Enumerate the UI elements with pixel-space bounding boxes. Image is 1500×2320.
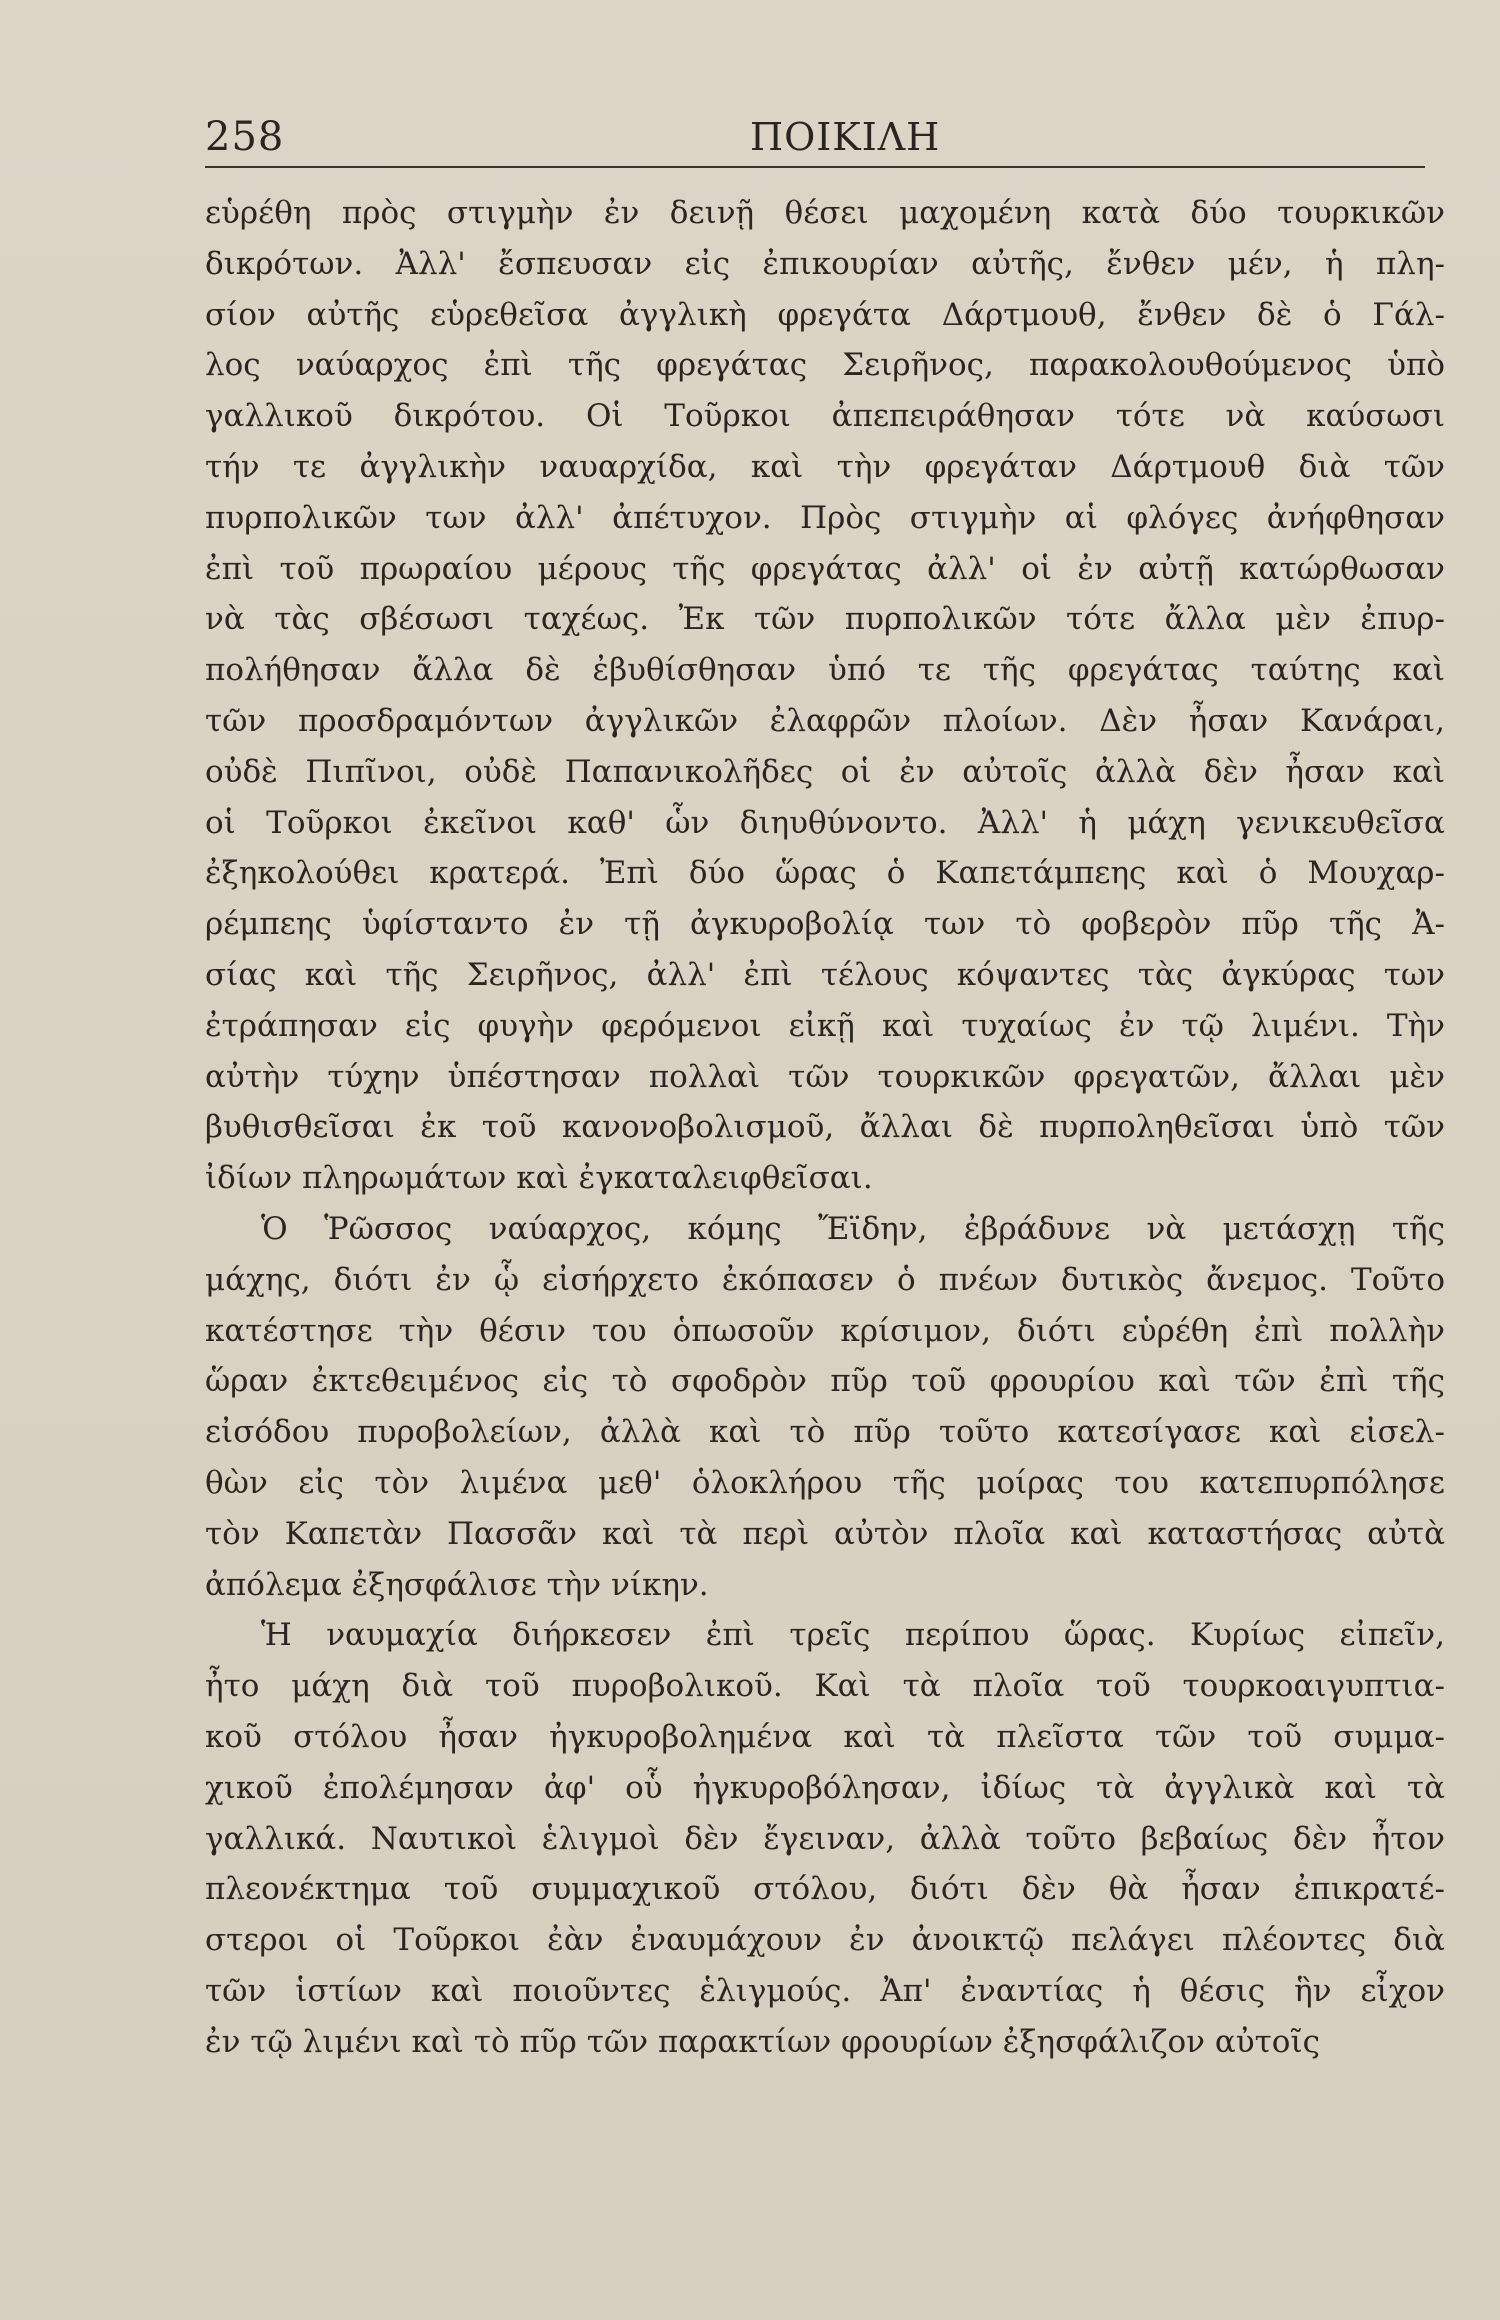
text-line: ἦτο μάχη διὰ τοῦ πυροβολικοῦ. Καὶ τὰ πλοῖα τοῦ τουρκοαιγυπτια- bbox=[205, 1668, 1445, 1705]
page-number: 258 bbox=[205, 114, 285, 160]
text-line: ἐτράπησαν εἰς φυγὴν φερόμενοι εἰκῇ καὶ τυχαίως ἐν τῷ λιμένι. Τὴν bbox=[205, 1007, 1445, 1044]
text-line: ἐξηκολούθει κρατερά. Ἐπὶ δύο ὥρας ὁ Καπετάμπεης καὶ ὁ Μουχαρ- bbox=[205, 855, 1445, 892]
text-line: κοῦ στόλου ἦσαν ἠγκυροβολημένα καὶ τὰ πλεῖστα τῶν τοῦ συμμα- bbox=[205, 1718, 1445, 1755]
paragraph bbox=[205, 1610, 1445, 2067]
text-line: ρέμπεης ὑφίσταντο ἐν τῇ ἀγκυροβολίᾳ των τὸ φοβερὸν πῦρ τῆς Ἀ- bbox=[205, 906, 1445, 943]
text-line: γαλλικοῦ δικρότου. Οἱ Τοῦρκοι ἀπεπειράθησαν τότε νὰ καύσωσι bbox=[205, 398, 1445, 435]
text-line: μάχης, διότι ἐν ᾧ εἰσήρχετο ἐκόπασεν ὁ πνέων δυτικὸς ἄνεμος. Τοῦτο bbox=[205, 1261, 1445, 1298]
text-line: λος ναύαρχος ἐπὶ τῆς φρεγάτας Σειρῆνος, παρακολουθούμενος ὑπὸ bbox=[205, 347, 1445, 384]
paragraph bbox=[205, 1204, 1445, 1610]
text-line: πολήθησαν ἄλλα δὲ ἐβυθίσθησαν ὑπό τε τῆς φρεγάτας ταύτης καὶ bbox=[205, 652, 1445, 689]
text-line: χικοῦ ἐπολέμησαν ἀφ' οὗ ἠγκυροβόλησαν, ἰδίως τὰ ἀγγλικὰ καὶ τὰ bbox=[205, 1769, 1445, 1806]
text-line: ἐν τῷ λιμένι καὶ τὸ πῦρ τῶν παρακτίων φρουρίων ἐξησφάλιζον αὐτοῖς bbox=[205, 2023, 1320, 2060]
text-line: οἱ Τοῦρκοι ἐκεῖνοι καθ' ὧν διηυθύνοντο. Ἀλλ' ἡ μάχη γενικευθεῖσα bbox=[205, 804, 1445, 841]
running-title: ΠΟΙΚΙΛΗ bbox=[750, 115, 941, 159]
text-line: πυρπολικῶν των ἀλλ' ἀπέτυχον. Πρὸς στιγμὴν αἱ φλόγες ἀνήφθησαν bbox=[205, 499, 1445, 536]
text-line: βυθισθεῖσαι ἐκ τοῦ κανονοβολισμοῦ, ἄλλαι δὲ πυρποληθεῖσαι ὑπὸ τῶν bbox=[205, 1109, 1445, 1146]
text-line: θὼν εἰς τὸν λιμένα μεθ' ὁλοκλήρου τῆς μοίρας του κατεπυρπόλησε bbox=[205, 1464, 1445, 1501]
text-line: ἰδίων πληρωμάτων καὶ ἐγκαταλειφθεῖσαι. bbox=[205, 1160, 873, 1197]
page-header bbox=[205, 112, 1425, 162]
text-line: οὐδὲ Πιπῖνοι, οὐδὲ Παπανικολῆδες οἱ ἐν αὐτοῖς ἀλλὰ δὲν ἦσαν καὶ bbox=[205, 753, 1445, 790]
text-line: κατέστησε τὴν θέσιν του ὁπωσοῦν κρίσιμον, διότι εὑρέθη ἐπὶ πολλὴν bbox=[205, 1312, 1445, 1349]
text-line: γαλλικά. Ναυτικοὶ ἑλιγμοὶ δὲν ἔγειναν, ἀλλὰ τοῦτο βεβαίως δὲν ἦτον bbox=[205, 1820, 1445, 1857]
text-line: ἀπόλεμα ἐξησφάλισε τὴν νίκην. bbox=[205, 1566, 709, 1603]
text-line: τῶν προσδραμόντων ἀγγλικῶν ἐλαφρῶν πλοίων. Δὲν ἦσαν Κανάραι, bbox=[205, 702, 1445, 739]
body-text bbox=[205, 188, 1445, 2067]
text-line: εἰσόδου πυροβολείων, ἀλλὰ καὶ τὸ πῦρ τοῦτο κατεσίγασε καὶ εἰσελ- bbox=[205, 1414, 1445, 1451]
text-line: εὑρέθη πρὸς στιγμὴν ἐν δεινῇ θέσει μαχομένη κατὰ δύο τουρκικῶν bbox=[205, 195, 1445, 231]
text-line: αὐτὴν τύχην ὑπέστησαν πολλαὶ τῶν τουρκικῶν φρεγατῶν, ἄλλαι μὲν bbox=[205, 1058, 1445, 1095]
text-line: τῶν ἱστίων καὶ ποιοῦντες ἑλιγμούς. Ἀπ' ἐναντίας ἡ θέσις ἣν εἶχον bbox=[205, 1972, 1445, 2009]
text-line: ἐπὶ τοῦ πρωραίου μέρους τῆς φρεγάτας ἀλλ' οἱ ἐν αὐτῇ κατώρθωσαν bbox=[205, 550, 1445, 587]
paragraph bbox=[205, 188, 1445, 1204]
text-line: σίας καὶ τῆς Σειρῆνος, ἀλλ' ἐπὶ τέλους κόψαντες τὰς ἀγκύρας των bbox=[205, 956, 1445, 993]
text-line: τὸν Καπετὰν Πασσᾶν καὶ τὰ περὶ αὐτὸν πλοῖα καὶ καταστήσας αὐτὰ bbox=[205, 1515, 1445, 1552]
text-line: πλεονέκτημα τοῦ συμμαχικοῦ στόλου, διότι δὲν θὰ ἦσαν ἐπικρατέ- bbox=[205, 1871, 1445, 1908]
text-line: σίον αὐτῆς εὑρεθεῖσα ἀγγλικὴ φρεγάτα Δάρτμουθ, ἔνθεν δὲ ὁ Γάλ- bbox=[205, 296, 1445, 333]
header-rule bbox=[205, 166, 1425, 171]
text-line: νὰ τὰς σβέσωσι ταχέως. Ἐκ τῶν πυρπολικῶν τότε ἄλλα μὲν ἐπυρ- bbox=[205, 601, 1445, 638]
text-line: Ὁ Ῥῶσσος ναύαρχος, κόμης Ἔϊδην, ἐβράδυνε νὰ μετάσχῃ τῆς bbox=[261, 1210, 1445, 1247]
text-line: Ἡ ναυμαχία διήρκεσεν ἐπὶ τρεῖς περίπου ὥρας. Κυρίως εἰπεῖν, bbox=[261, 1617, 1445, 1654]
text-line: τήν τε ἀγγλικὴν ναυαρχίδα, καὶ τὴν φρεγάταν Δάρτμουθ διὰ τῶν bbox=[205, 448, 1445, 485]
text-line: δικρότων. Ἀλλ' ἔσπευσαν εἰς ἐπικουρίαν αὐτῆς, ἔνθεν μέν, ἡ πλη- bbox=[205, 245, 1445, 282]
text-line: ὥραν ἐκτεθειμένος εἰς τὸ σφοδρὸν πῦρ τοῦ φρουρίου καὶ τῶν ἐπὶ τῆς bbox=[205, 1363, 1445, 1400]
text-line: στεροι οἱ Τοῦρκοι ἐὰν ἐναυμάχουν ἐν ἀνοικτῷ πελάγει πλέοντες διὰ bbox=[205, 1922, 1445, 1959]
